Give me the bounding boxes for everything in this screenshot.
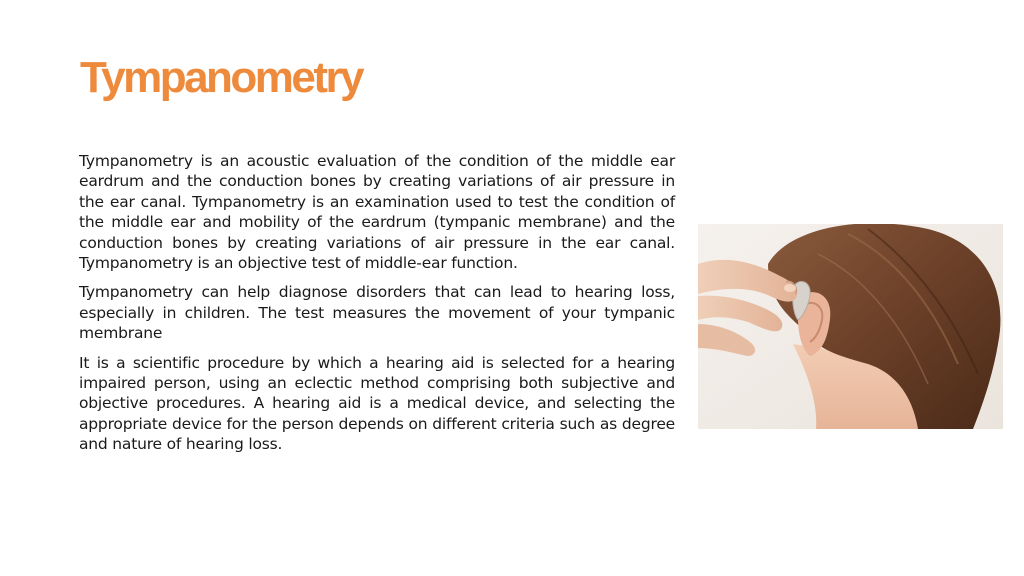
slide-title: Tympanometry <box>80 53 363 102</box>
hearing-aid-photo <box>698 224 1003 429</box>
paragraph-hearing-aid: It is a scientific procedure by which a hearing aid is selected for a hearing impaired person, using an eclectic method comprising both subjective and objective procedures. A hearing aid is a medical device, and selecting the appropriate device for the person depends on different criteria such as degree and nature of hearing loss. <box>79 353 675 454</box>
paragraph-diagnosis: Tympanometry can help diagnose disorders that can lead to hearing loss, especially in children. The test measures the movement of your tympanic membrane <box>79 283 675 343</box>
slide-body <box>79 151 675 464</box>
paragraph-definition: Tympanometry is an acoustic evaluation of the condition of the middle ear eardrum and the conduction bones by creating variations of air pressure in the ear canal. Tympanometry is an examination used to test the condition of the middle ear and mobility of the eardrum (tympanic membrane) and the conduction bones by creating variations of air pressure in the ear canal. Tympanometry is an objective test of middle-ear function. <box>79 152 675 273</box>
